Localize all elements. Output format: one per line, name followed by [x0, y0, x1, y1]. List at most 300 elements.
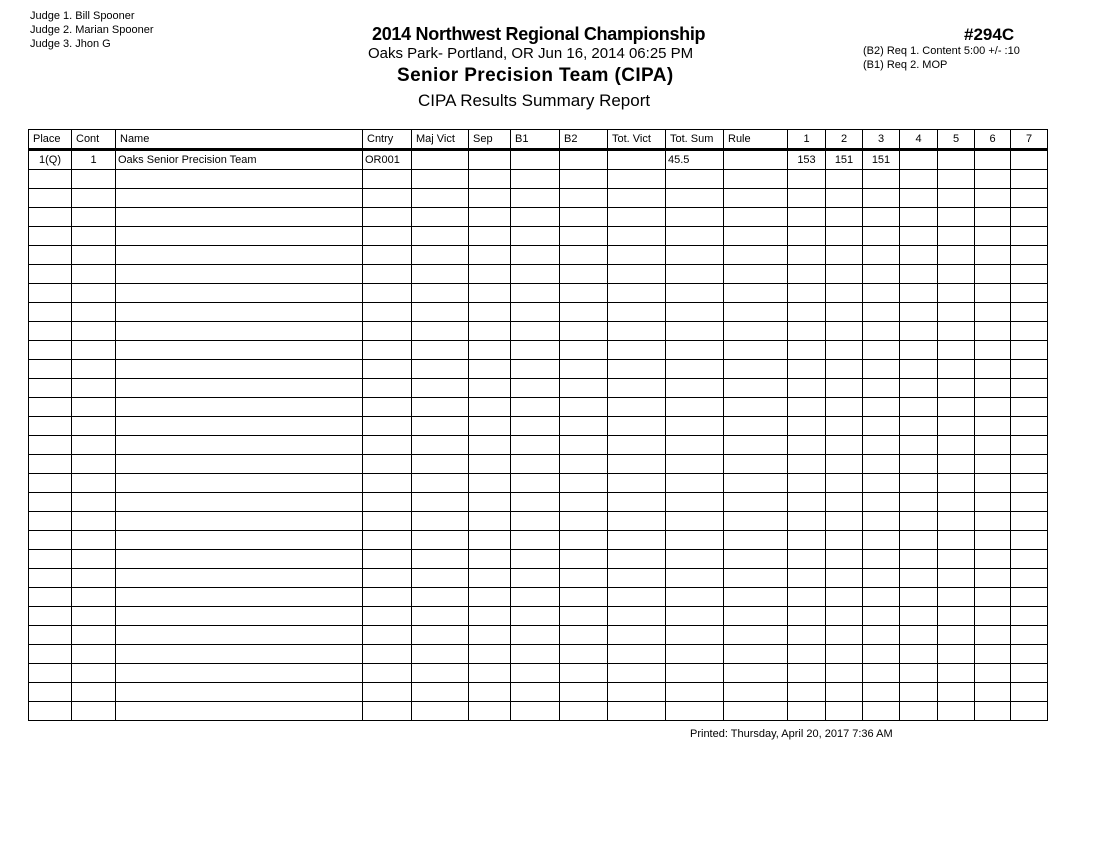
empty-cell	[900, 436, 938, 455]
empty-cell	[975, 265, 1011, 284]
empty-cell	[560, 379, 608, 398]
empty-cell	[116, 417, 363, 436]
empty-cell	[29, 322, 72, 341]
empty-cell	[412, 189, 469, 208]
empty-cell	[900, 455, 938, 474]
empty-cell	[560, 322, 608, 341]
empty-cell	[1011, 379, 1048, 398]
cell-judge-5	[938, 150, 975, 170]
empty-cell	[975, 455, 1011, 474]
empty-cell	[938, 246, 975, 265]
col-rule: Rule	[724, 130, 788, 150]
empty-cell	[724, 664, 788, 683]
empty-cell	[900, 379, 938, 398]
table-row-empty	[29, 493, 1048, 512]
table-row-empty	[29, 702, 1048, 721]
empty-cell	[975, 398, 1011, 417]
empty-cell	[666, 303, 724, 322]
empty-cell	[560, 170, 608, 189]
empty-cell	[511, 417, 560, 436]
empty-cell	[29, 588, 72, 607]
empty-cell	[412, 417, 469, 436]
col-b1: B1	[511, 130, 560, 150]
empty-cell	[900, 360, 938, 379]
empty-cell	[608, 398, 666, 417]
empty-cell	[724, 474, 788, 493]
empty-cell	[469, 398, 511, 417]
empty-cell	[363, 265, 412, 284]
empty-cell	[116, 474, 363, 493]
empty-cell	[938, 417, 975, 436]
empty-cell	[511, 512, 560, 531]
empty-cell	[412, 455, 469, 474]
empty-cell	[511, 341, 560, 360]
empty-cell	[29, 227, 72, 246]
col-tot-vict: Tot. Vict	[608, 130, 666, 150]
empty-cell	[560, 702, 608, 721]
empty-cell	[469, 531, 511, 550]
empty-cell	[900, 303, 938, 322]
empty-cell	[72, 664, 116, 683]
empty-cell	[938, 208, 975, 227]
empty-cell	[900, 227, 938, 246]
empty-cell	[975, 512, 1011, 531]
empty-cell	[666, 341, 724, 360]
empty-cell	[363, 645, 412, 664]
empty-cell	[724, 303, 788, 322]
empty-cell	[938, 398, 975, 417]
empty-cell	[863, 664, 900, 683]
report-title: CIPA Results Summary Report	[418, 91, 651, 110]
empty-cell	[975, 170, 1011, 189]
empty-cell	[469, 474, 511, 493]
table-row-empty	[29, 588, 1048, 607]
empty-cell	[1011, 645, 1048, 664]
cell-cont: 1	[72, 150, 116, 170]
empty-cell	[900, 493, 938, 512]
empty-cell	[724, 170, 788, 189]
empty-cell	[608, 189, 666, 208]
empty-cell	[826, 455, 863, 474]
empty-cell	[826, 246, 863, 265]
empty-cell	[560, 341, 608, 360]
empty-cell	[975, 493, 1011, 512]
empty-cell	[363, 607, 412, 626]
empty-cell	[724, 189, 788, 208]
empty-cell	[511, 626, 560, 645]
empty-cell	[72, 246, 116, 265]
empty-cell	[363, 702, 412, 721]
empty-cell	[29, 569, 72, 588]
empty-cell	[900, 683, 938, 702]
empty-cell	[666, 512, 724, 531]
empty-cell	[788, 227, 826, 246]
empty-cell	[412, 341, 469, 360]
empty-cell	[608, 683, 666, 702]
empty-cell	[469, 436, 511, 455]
empty-cell	[469, 246, 511, 265]
empty-cell	[863, 702, 900, 721]
empty-cell	[666, 493, 724, 512]
empty-cell	[863, 360, 900, 379]
cell-judge-2: 151	[826, 150, 863, 170]
col-b2: B2	[560, 130, 608, 150]
empty-cell	[666, 569, 724, 588]
empty-cell	[511, 493, 560, 512]
empty-cell	[511, 265, 560, 284]
empty-cell	[29, 265, 72, 284]
empty-cell	[116, 664, 363, 683]
empty-cell	[29, 360, 72, 379]
empty-cell	[363, 455, 412, 474]
empty-cell	[469, 417, 511, 436]
empty-cell	[724, 683, 788, 702]
empty-cell	[826, 702, 863, 721]
empty-cell	[724, 436, 788, 455]
empty-cell	[724, 550, 788, 569]
table-row-empty	[29, 569, 1048, 588]
empty-cell	[863, 379, 900, 398]
empty-cell	[666, 683, 724, 702]
empty-cell	[1011, 303, 1048, 322]
empty-cell	[788, 645, 826, 664]
cell-judge-3: 151	[863, 150, 900, 170]
empty-cell	[363, 550, 412, 569]
empty-cell	[608, 417, 666, 436]
empty-cell	[72, 189, 116, 208]
empty-cell	[608, 493, 666, 512]
empty-cell	[363, 569, 412, 588]
empty-cell	[975, 303, 1011, 322]
empty-cell	[900, 702, 938, 721]
empty-cell	[863, 645, 900, 664]
empty-cell	[788, 341, 826, 360]
empty-cell	[511, 645, 560, 664]
empty-cell	[72, 702, 116, 721]
empty-cell	[560, 303, 608, 322]
cell-rule	[724, 150, 788, 170]
empty-cell	[788, 436, 826, 455]
empty-cell	[72, 550, 116, 569]
empty-cell	[608, 512, 666, 531]
empty-cell	[724, 341, 788, 360]
empty-cell	[900, 569, 938, 588]
empty-cell	[724, 322, 788, 341]
empty-cell	[826, 170, 863, 189]
empty-cell	[900, 417, 938, 436]
empty-cell	[938, 436, 975, 455]
table-row-empty	[29, 436, 1048, 455]
empty-cell	[724, 512, 788, 531]
empty-cell	[724, 284, 788, 303]
empty-cell	[975, 626, 1011, 645]
empty-cell	[363, 588, 412, 607]
empty-cell	[560, 398, 608, 417]
empty-cell	[863, 455, 900, 474]
empty-cell	[116, 322, 363, 341]
empty-cell	[363, 208, 412, 227]
empty-cell	[863, 417, 900, 436]
empty-cell	[724, 455, 788, 474]
empty-cell	[1011, 360, 1048, 379]
empty-cell	[29, 341, 72, 360]
empty-cell	[412, 645, 469, 664]
empty-cell	[560, 417, 608, 436]
empty-cell	[560, 588, 608, 607]
table-row-empty	[29, 227, 1048, 246]
empty-cell	[608, 702, 666, 721]
empty-cell	[363, 474, 412, 493]
empty-cell	[116, 208, 363, 227]
empty-cell	[724, 645, 788, 664]
empty-cell	[666, 550, 724, 569]
empty-cell	[412, 626, 469, 645]
empty-cell	[826, 322, 863, 341]
empty-cell	[975, 379, 1011, 398]
empty-cell	[511, 398, 560, 417]
empty-cell	[511, 531, 560, 550]
empty-cell	[975, 474, 1011, 493]
empty-cell	[724, 588, 788, 607]
empty-cell	[1011, 664, 1048, 683]
empty-cell	[608, 208, 666, 227]
empty-cell	[1011, 569, 1048, 588]
judges-list	[30, 9, 154, 51]
empty-cell	[72, 626, 116, 645]
empty-cell	[938, 341, 975, 360]
table-row-empty	[29, 626, 1048, 645]
empty-cell	[975, 588, 1011, 607]
empty-cell	[116, 398, 363, 417]
empty-cell	[116, 436, 363, 455]
cell-tot-sum: 45.5	[666, 150, 724, 170]
empty-cell	[72, 512, 116, 531]
empty-cell	[608, 531, 666, 550]
empty-cell	[412, 303, 469, 322]
empty-cell	[788, 493, 826, 512]
empty-cell	[116, 227, 363, 246]
empty-cell	[469, 664, 511, 683]
empty-cell	[608, 588, 666, 607]
empty-cell	[788, 417, 826, 436]
table-row-empty	[29, 208, 1048, 227]
empty-cell	[116, 588, 363, 607]
table-header-row	[29, 130, 1048, 150]
empty-cell	[363, 379, 412, 398]
empty-cell	[938, 360, 975, 379]
empty-cell	[666, 189, 724, 208]
empty-cell	[412, 474, 469, 493]
empty-cell	[72, 322, 116, 341]
empty-cell	[788, 683, 826, 702]
cell-place: 1(Q)	[29, 150, 72, 170]
empty-cell	[826, 436, 863, 455]
empty-cell	[1011, 170, 1048, 189]
empty-cell	[608, 170, 666, 189]
empty-cell	[788, 607, 826, 626]
empty-cell	[511, 246, 560, 265]
empty-cell	[938, 284, 975, 303]
empty-cell	[826, 379, 863, 398]
empty-cell	[724, 493, 788, 512]
col-judge-4: 4	[900, 130, 938, 150]
empty-cell	[608, 607, 666, 626]
empty-cell	[72, 379, 116, 398]
empty-cell	[608, 664, 666, 683]
empty-cell	[900, 626, 938, 645]
empty-cell	[116, 189, 363, 208]
empty-cell	[788, 379, 826, 398]
col-judge-5: 5	[938, 130, 975, 150]
table-row-empty	[29, 322, 1048, 341]
empty-cell	[469, 170, 511, 189]
empty-cell	[900, 550, 938, 569]
empty-cell	[788, 322, 826, 341]
event-code: #294C	[964, 25, 1015, 44]
empty-cell	[560, 436, 608, 455]
empty-cell	[788, 569, 826, 588]
empty-cell	[29, 379, 72, 398]
empty-cell	[72, 227, 116, 246]
col-tot-sum: Tot. Sum	[666, 130, 724, 150]
empty-cell	[975, 607, 1011, 626]
empty-cell	[608, 569, 666, 588]
empty-cell	[1011, 436, 1048, 455]
empty-cell	[724, 626, 788, 645]
empty-cell	[560, 550, 608, 569]
empty-cell	[863, 208, 900, 227]
empty-cell	[863, 626, 900, 645]
table-row-empty	[29, 531, 1048, 550]
empty-cell	[666, 284, 724, 303]
empty-cell	[900, 341, 938, 360]
empty-cell	[560, 227, 608, 246]
empty-cell	[863, 588, 900, 607]
table-row-empty	[29, 303, 1048, 322]
empty-cell	[511, 208, 560, 227]
empty-cell	[412, 246, 469, 265]
empty-cell	[469, 227, 511, 246]
table-row-empty	[29, 189, 1048, 208]
empty-cell	[788, 512, 826, 531]
col-judge-1: 1	[788, 130, 826, 150]
empty-cell	[29, 550, 72, 569]
empty-cell	[1011, 455, 1048, 474]
empty-cell	[826, 512, 863, 531]
empty-cell	[560, 189, 608, 208]
empty-cell	[412, 493, 469, 512]
empty-cell	[1011, 227, 1048, 246]
col-sep: Sep	[469, 130, 511, 150]
empty-cell	[29, 531, 72, 550]
empty-cell	[116, 550, 363, 569]
empty-cell	[608, 626, 666, 645]
empty-cell	[116, 607, 363, 626]
empty-cell	[863, 607, 900, 626]
empty-cell	[29, 417, 72, 436]
empty-cell	[826, 607, 863, 626]
empty-cell	[29, 284, 72, 303]
empty-cell	[788, 398, 826, 417]
empty-cell	[560, 645, 608, 664]
empty-cell	[938, 588, 975, 607]
empty-cell	[116, 360, 363, 379]
empty-cell	[900, 284, 938, 303]
empty-cell	[724, 607, 788, 626]
empty-cell	[788, 189, 826, 208]
empty-cell	[116, 512, 363, 531]
empty-cell	[975, 341, 1011, 360]
empty-cell	[469, 208, 511, 227]
empty-cell	[511, 455, 560, 474]
empty-cell	[863, 265, 900, 284]
empty-cell	[412, 227, 469, 246]
table-row-empty	[29, 341, 1048, 360]
empty-cell	[900, 645, 938, 664]
empty-cell	[666, 417, 724, 436]
empty-cell	[469, 189, 511, 208]
empty-cell	[116, 341, 363, 360]
empty-cell	[363, 417, 412, 436]
empty-cell	[938, 189, 975, 208]
empty-cell	[788, 265, 826, 284]
cell-b2	[560, 150, 608, 170]
empty-cell	[608, 284, 666, 303]
cell-judge-4	[900, 150, 938, 170]
empty-cell	[724, 702, 788, 721]
table-row-empty	[29, 664, 1048, 683]
empty-cell	[72, 208, 116, 227]
empty-cell	[826, 550, 863, 569]
empty-cell	[29, 436, 72, 455]
empty-cell	[116, 702, 363, 721]
empty-cell	[469, 683, 511, 702]
empty-cell	[938, 474, 975, 493]
empty-cell	[469, 360, 511, 379]
empty-cell	[826, 417, 863, 436]
empty-cell	[938, 550, 975, 569]
empty-cell	[608, 455, 666, 474]
empty-cell	[363, 512, 412, 531]
empty-cell	[363, 189, 412, 208]
empty-cell	[900, 246, 938, 265]
empty-cell	[29, 493, 72, 512]
empty-cell	[863, 550, 900, 569]
empty-cell	[1011, 189, 1048, 208]
empty-cell	[863, 531, 900, 550]
empty-cell	[72, 398, 116, 417]
empty-cell	[363, 360, 412, 379]
empty-cell	[511, 702, 560, 721]
empty-cell	[863, 569, 900, 588]
empty-cell	[469, 626, 511, 645]
empty-cell	[975, 702, 1011, 721]
empty-cell	[116, 493, 363, 512]
empty-cell	[900, 265, 938, 284]
empty-cell	[724, 208, 788, 227]
empty-cell	[116, 531, 363, 550]
table-row-empty	[29, 474, 1048, 493]
empty-cell	[1011, 588, 1048, 607]
empty-cell	[900, 189, 938, 208]
empty-cell	[72, 341, 116, 360]
empty-cell	[666, 531, 724, 550]
empty-cell	[412, 531, 469, 550]
empty-cell	[116, 626, 363, 645]
empty-cell	[666, 227, 724, 246]
empty-cell	[469, 607, 511, 626]
empty-cell	[826, 189, 863, 208]
